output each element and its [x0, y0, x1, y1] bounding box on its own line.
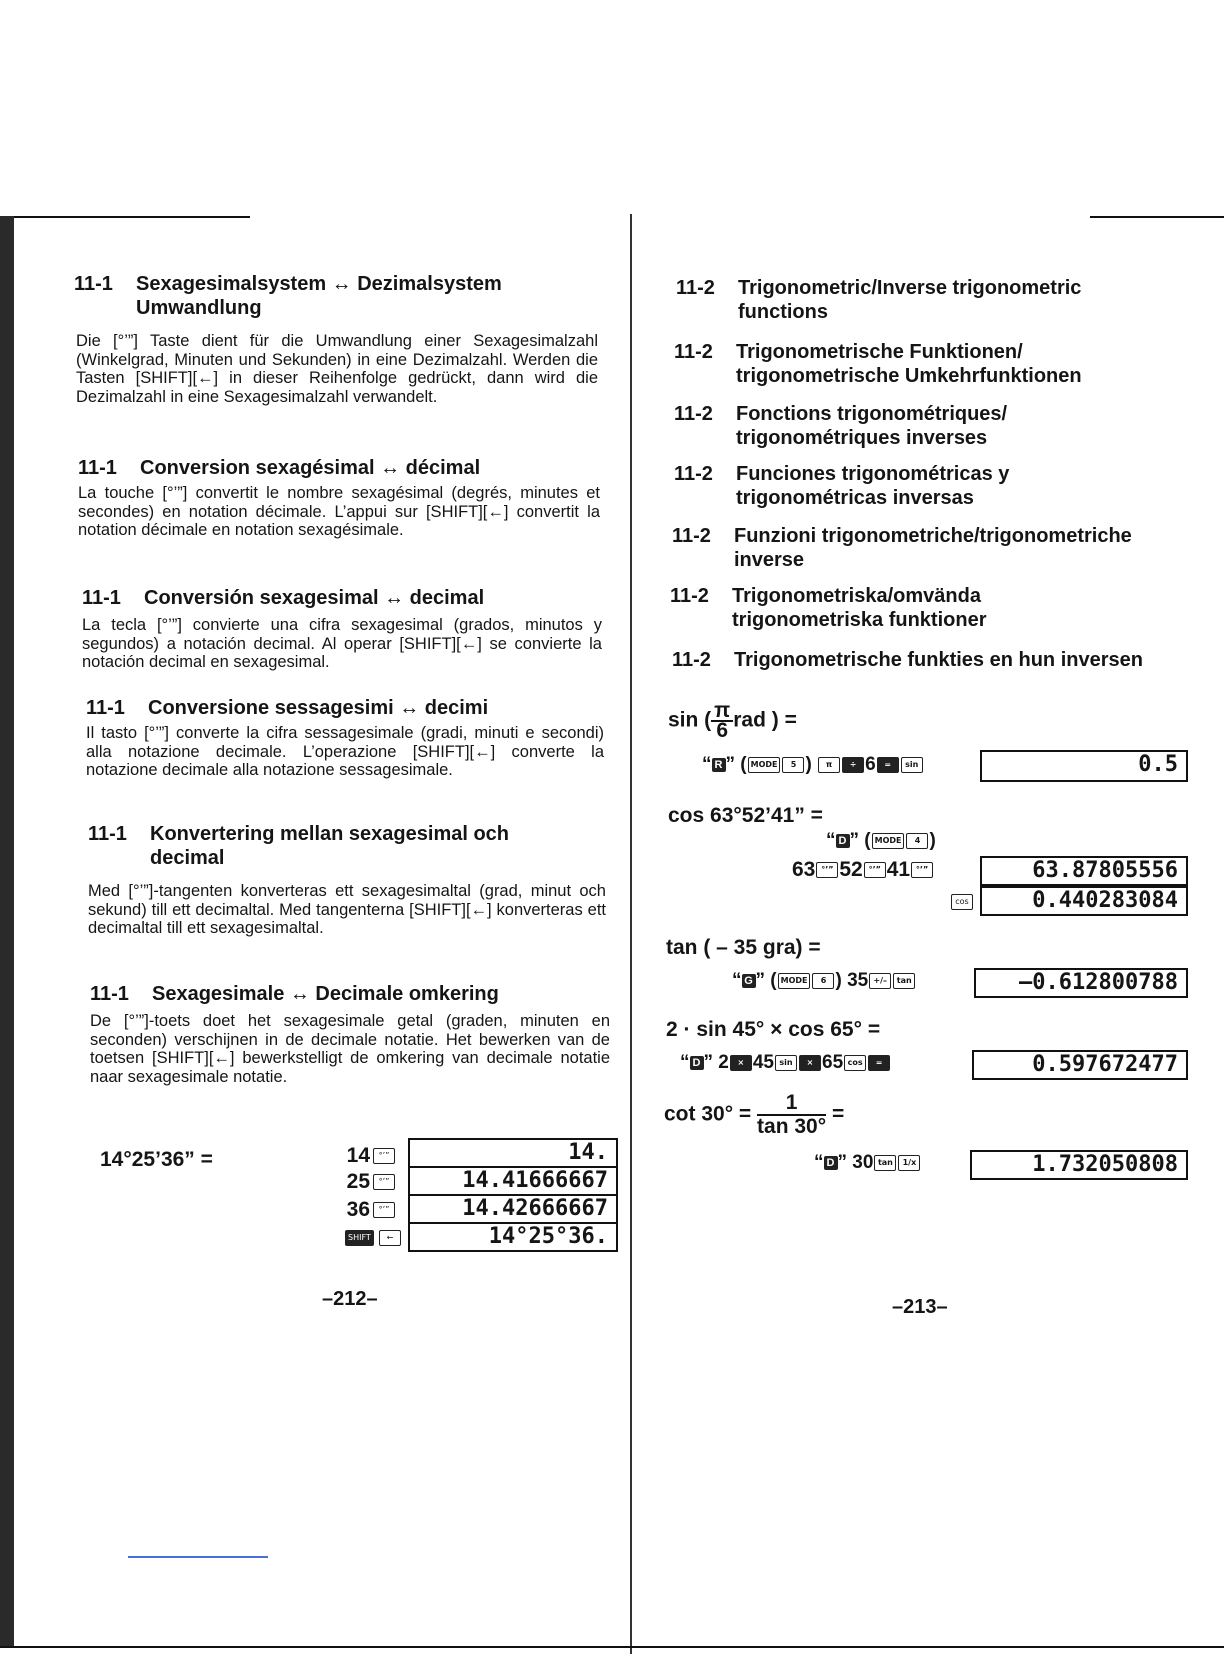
display-result: 14°25°36.: [408, 1222, 618, 1252]
example-sincos-expression: 2 · sin 45° × cos 65° =: [666, 1018, 881, 1041]
section-heading-nl: 11-1 Sexagesimale ↔ Decimale omkering: [90, 983, 499, 1005]
entry-value: 14: [346, 1144, 370, 1167]
mode-key[interactable]: MODE: [778, 973, 811, 989]
cos-key[interactable]: cos: [844, 1055, 866, 1071]
cos-key[interactable]: cos: [951, 894, 973, 910]
times-key[interactable]: ×: [730, 1055, 752, 1071]
heading-nl: 11-2 Trigonometrische funkties en hun inversen: [672, 649, 1143, 671]
display-cos-result-1: 63.87805556: [980, 856, 1188, 886]
top-rule-right: [1090, 216, 1224, 218]
tan-key[interactable]: tan: [874, 1155, 896, 1171]
paragraph-de: Die [°’”] Taste dient für die Umwandlung einer Sexagesimalzahl (Winkelgrad, Minuten und Sekunden) in eine Dezimalzahl. Werden die Tasten [SHIFT][←] in dieser Reihenfolge gedrückt, dann wird die Dezimalzahl in eine Sexagesimalzahl verwandelt.: [76, 332, 598, 406]
page-number-left: –212–: [322, 1288, 378, 1310]
section-heading-de: 11-1 Sexagesimalsystem ↔ Dezimalsystem Umwandlung: [74, 273, 502, 319]
heading-fr: 11-2 Fonctions trigonométriques/ trigonométriques inverses: [674, 403, 1008, 449]
fraction: $\frac{\pi}{6}$: [711, 702, 733, 740]
display-cot-result: 1.732050808: [970, 1150, 1188, 1180]
divide-key[interactable]: ÷: [842, 757, 864, 773]
heading-it: 11-2 Funzioni trigonometriche/trigonometriche inverse: [672, 525, 1132, 571]
display-result: 14.42666667: [408, 1194, 618, 1224]
paragraph-sv: Med [°’”]-tangenten konverteras ett sexagesimaltal (grad, minut och sekund) till ett decimaltal. Med tangenterna [SHIFT][←] konverteras ett decimaltal till ett sexagesimaltal.: [88, 882, 606, 937]
equals-key[interactable]: =: [868, 1055, 890, 1071]
blue-underline-mark: [128, 1556, 268, 1558]
right-page: [636, 226, 1224, 1656]
plus-minus-key[interactable]: +/–: [869, 973, 891, 989]
left-page: [0, 226, 634, 1656]
paragraph-nl: De [°’”]-toets doet het sexagesimale getal (graden, minuten en seconden) verschijnen in de decimale notatie. Het bewerken van de toetsen [SHIFT][←] bewerkstelligt de omkering van decimale notatie naar sexagesimale notatie.: [90, 1012, 610, 1086]
four-key[interactable]: 4: [906, 833, 928, 849]
example-cot-keys: “ D ” 30 tan 1/x: [814, 1152, 921, 1174]
five-key[interactable]: 5: [782, 757, 804, 773]
dms-key[interactable]: °’”: [816, 862, 838, 878]
top-rule-left: [0, 216, 250, 218]
heading-de: 11-2 Trigonometrische Funktionen/ trigonometrische Umkehrfunktionen: [674, 341, 1082, 387]
display-sincos-result: 0.597672477: [972, 1050, 1188, 1080]
six-key[interactable]: 6: [812, 973, 834, 989]
shift-key[interactable]: SHIFT: [345, 1230, 374, 1246]
section-heading-sv: 11-1 Konvertering mellan sexagesimal och decimal: [88, 823, 510, 869]
example-sin-keys: “ R ” ( MODE 5 ) π ÷ 6 = sin: [702, 754, 924, 776]
reciprocal-key[interactable]: 1/x: [898, 1155, 920, 1171]
mode-key[interactable]: MODE: [872, 833, 905, 849]
display-tan-result: –0.612800788: [974, 968, 1188, 998]
equals-key[interactable]: =: [877, 757, 899, 773]
display-sin-result: 0.5: [980, 750, 1188, 782]
section-heading-it: 11-1 Conversione sessagesimi ↔ decimi: [86, 697, 489, 719]
dms-key[interactable]: °’”: [373, 1148, 395, 1164]
dms-key[interactable]: °’”: [864, 862, 886, 878]
example-cos-entry: 63 °’” 52 °’” 41 °’”: [792, 858, 934, 882]
example-cos-expression: cos 63°52’41” =: [668, 804, 823, 827]
arrow-key[interactable]: ←: [379, 1230, 401, 1246]
paragraph-it: Il tasto [°’”] converte la cifra sessagesimale (gradi, minuti e secondi) alla notazione decimale. L’operazione [SHIFT][←] converte la notazione decimale alla notazione sessagesimale.: [86, 724, 604, 779]
paragraph-fr: La touche [°’”] convertit le nombre sexagésimal (degrés, minutes et secondes) en notation décimale. L’appui sur [SHIFT][←] convertit la notation décimale en notation sexagésimale.: [78, 484, 600, 539]
dms-key[interactable]: °’”: [911, 862, 933, 878]
display-result: 14.41666667: [408, 1166, 618, 1196]
page-number-right: –213–: [892, 1296, 948, 1318]
heading-es: 11-2 Funciones trigonométricas y trigonométricas inversas: [674, 463, 1010, 509]
dms-key[interactable]: °’”: [373, 1174, 395, 1190]
dms-key[interactable]: °’”: [373, 1202, 395, 1218]
times-key[interactable]: ×: [799, 1055, 821, 1071]
example-sincos-keys: “ D ” 2 × 45 sin × 65 cos =: [680, 1052, 891, 1074]
entry-value: 36: [346, 1198, 370, 1221]
tan-key[interactable]: tan: [893, 973, 915, 989]
display-cos-result-2: 0.440283084: [980, 886, 1188, 916]
example-dms-label: 14°25’36” =: [100, 1148, 213, 1171]
fraction: $\frac{1}{\tan 30^\circ}$: [757, 1091, 827, 1138]
example-cos-mode: “ D ” ( MODE 4 ): [826, 830, 936, 851]
example-tan-expression: tan ( – 35 gra) =: [666, 936, 821, 959]
example-sin-expression: sin ( $\frac{\pi}{6}$ rad ) =: [668, 699, 797, 742]
paragraph-es: La tecla [°’”] convierte una cifra sexagesimal (grados, minutos y segundos) a notación decimal. Al operar [SHIFT][←] se convierte la notación decimal en sexagesimal.: [82, 616, 602, 671]
sin-key[interactable]: sin: [775, 1055, 797, 1071]
entry-value: 25: [346, 1170, 370, 1193]
sin-key[interactable]: sin: [901, 757, 923, 773]
heading-sv: 11-2 Trigonometriska/omvända trigonometriska funktioner: [670, 585, 987, 631]
heading-en: 11-2 Trigonometric/Inverse trigonometric functions: [676, 277, 1082, 323]
display-result: 14.: [408, 1138, 618, 1170]
pi-key[interactable]: π: [818, 757, 840, 773]
mode-key[interactable]: MODE: [748, 757, 781, 773]
example-cot-expression: cot 30° = $\frac{1}{\tan 30^\circ}$ =: [664, 1091, 845, 1138]
example-tan-keys: “ G ” ( MODE 6 ) 35 +/– tan: [732, 970, 916, 992]
section-heading-es: 11-1 Conversión sexagesimal ↔ decimal: [82, 587, 485, 609]
section-heading-fr: 11-1 Conversion sexagésimal ↔ décimal: [78, 457, 481, 479]
